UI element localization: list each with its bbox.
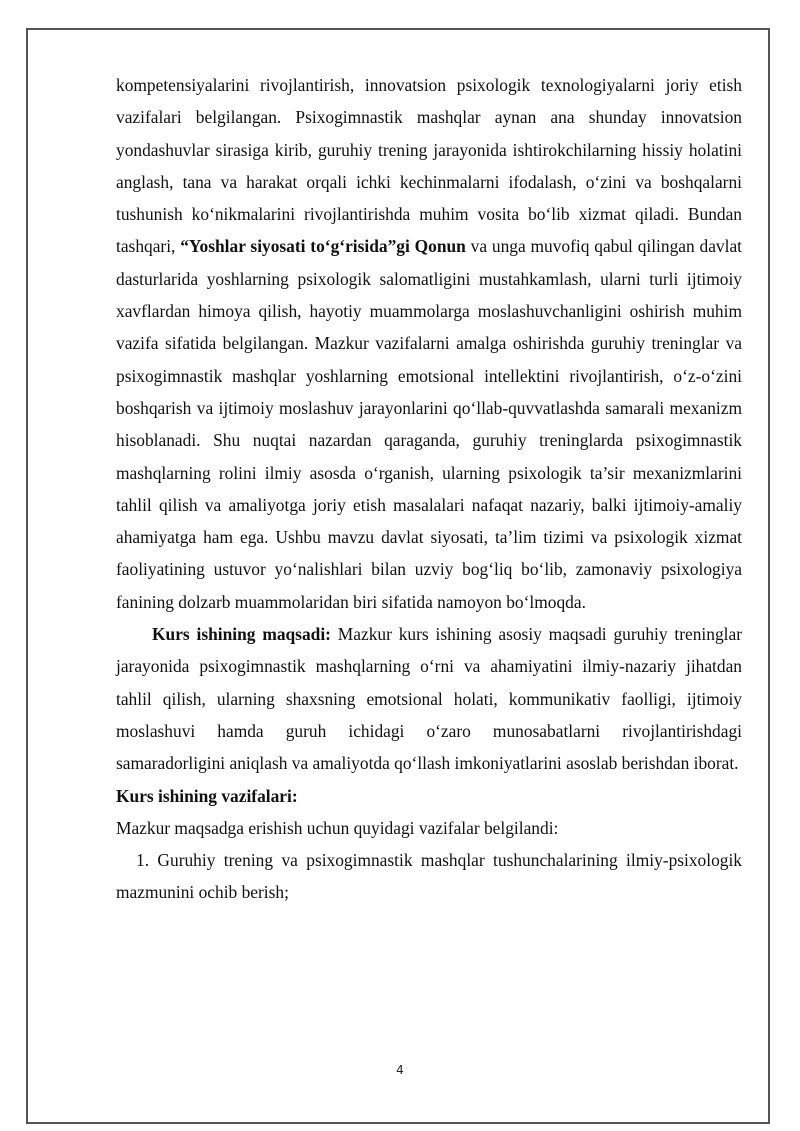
paragraph-intro — [116, 69, 742, 618]
tasks-intro: Mazkur maqsadga erishish uchun quyidagi vazifalar belgilandi: — [116, 817, 559, 838]
document-body — [116, 69, 742, 909]
aim-text: Mazkur kurs ishining asosiy maqsadi guruhiy treninglar jarayonida psixogimnastik mashqlarning o‘rni va ahamiyatini ilmiy-nazariy jihatdan tahlil qilish, ularning shaxsning emotsional holati, kommunikativ faolligi, ijtimoiy moslashuvi hamda guruh ichidagi o‘zaro munosabatlarni rivojlantirishdagi samaradorligini aniqlash va amaliyotda qo‘llash imkoniyatlarini asoslab berishdan iborat. — [116, 624, 742, 774]
aim-heading: Kurs ishining maqsadi: — [152, 624, 331, 645]
paragraph-text: kompetensiyalarini rivojlantirish, innovatsion psixologik texnologiyalarni joriy etish vazifalari belgilangan. Psixogimnastik mashqlar aynan ana shunday innovatsion yondashuvlar sirasiga kirib, guruhiy trening jarayonida ishtirokchilarning hissiy holatini anglash, tana va harakat orqali ichki kechinmalarni ifodalash, o‘zini va boshqalarni tushunish ko‘nikmalarini rivojlantirishda muhim vosita bo‘lib xizmat qiladi. Bundan tashqari, — [116, 75, 742, 257]
paragraph-aim — [116, 618, 742, 779]
paragraph-text: va unga muvofiq qabul qilingan davlat dasturlarida yoshlarning psixologik salomatligini mustahkamlash, ularni turli ijtimoiy xavflardan himoya qilish, hayotiy muammolarga moslashuvchanligini oshirish muhim vazifa sifatida belgilangan. Mazkur vazifalarni amalga oshirishda guruhiy treninglar va psixogimnastik mashqlar yoshlarning emotsional intellektini rivojlantirish, o‘z-o‘zini boshqarish va ijtimoiy moslashuv jarayonlarini qo‘llab-quvvatlashda samarali mexanizm hisoblanadi. Shu nuqtai nazardan qaraganda, guruhiy treninglarda psixogimnastik mashqlarning rolini ilmiy asosda o‘rganish, ularning psixologik ta’sir mexanizmlarini tahlil qilish va amaliyotga joriy etish masalalari nafaqat nazariy, balki ijtimoiy-amaliy ahamiyatga ham ega. Ushbu mavzu davlat siyosati, ta’lim tizimi va psixologik xizmat faoliyatining ustuvor yo‘nalishlari bilan uzviy bog‘liq bo‘lib, zamonaviy psixologiya fanining dolzarb muammolaridan biri sifatida namoyon bo‘lmoqda. — [116, 236, 742, 612]
page-number: 4 — [396, 1063, 404, 1077]
task-item: 1. Guruhiy trening va psixogimnastik mashqlar tushunchalarining ilmiy-psixologik mazmunini ochib berish; — [116, 850, 742, 903]
law-title: “Yoshlar siyosati to‘g‘risida”gi Qonun — [180, 236, 466, 257]
tasks-heading: Kurs ishining vazifalari: — [116, 785, 298, 806]
